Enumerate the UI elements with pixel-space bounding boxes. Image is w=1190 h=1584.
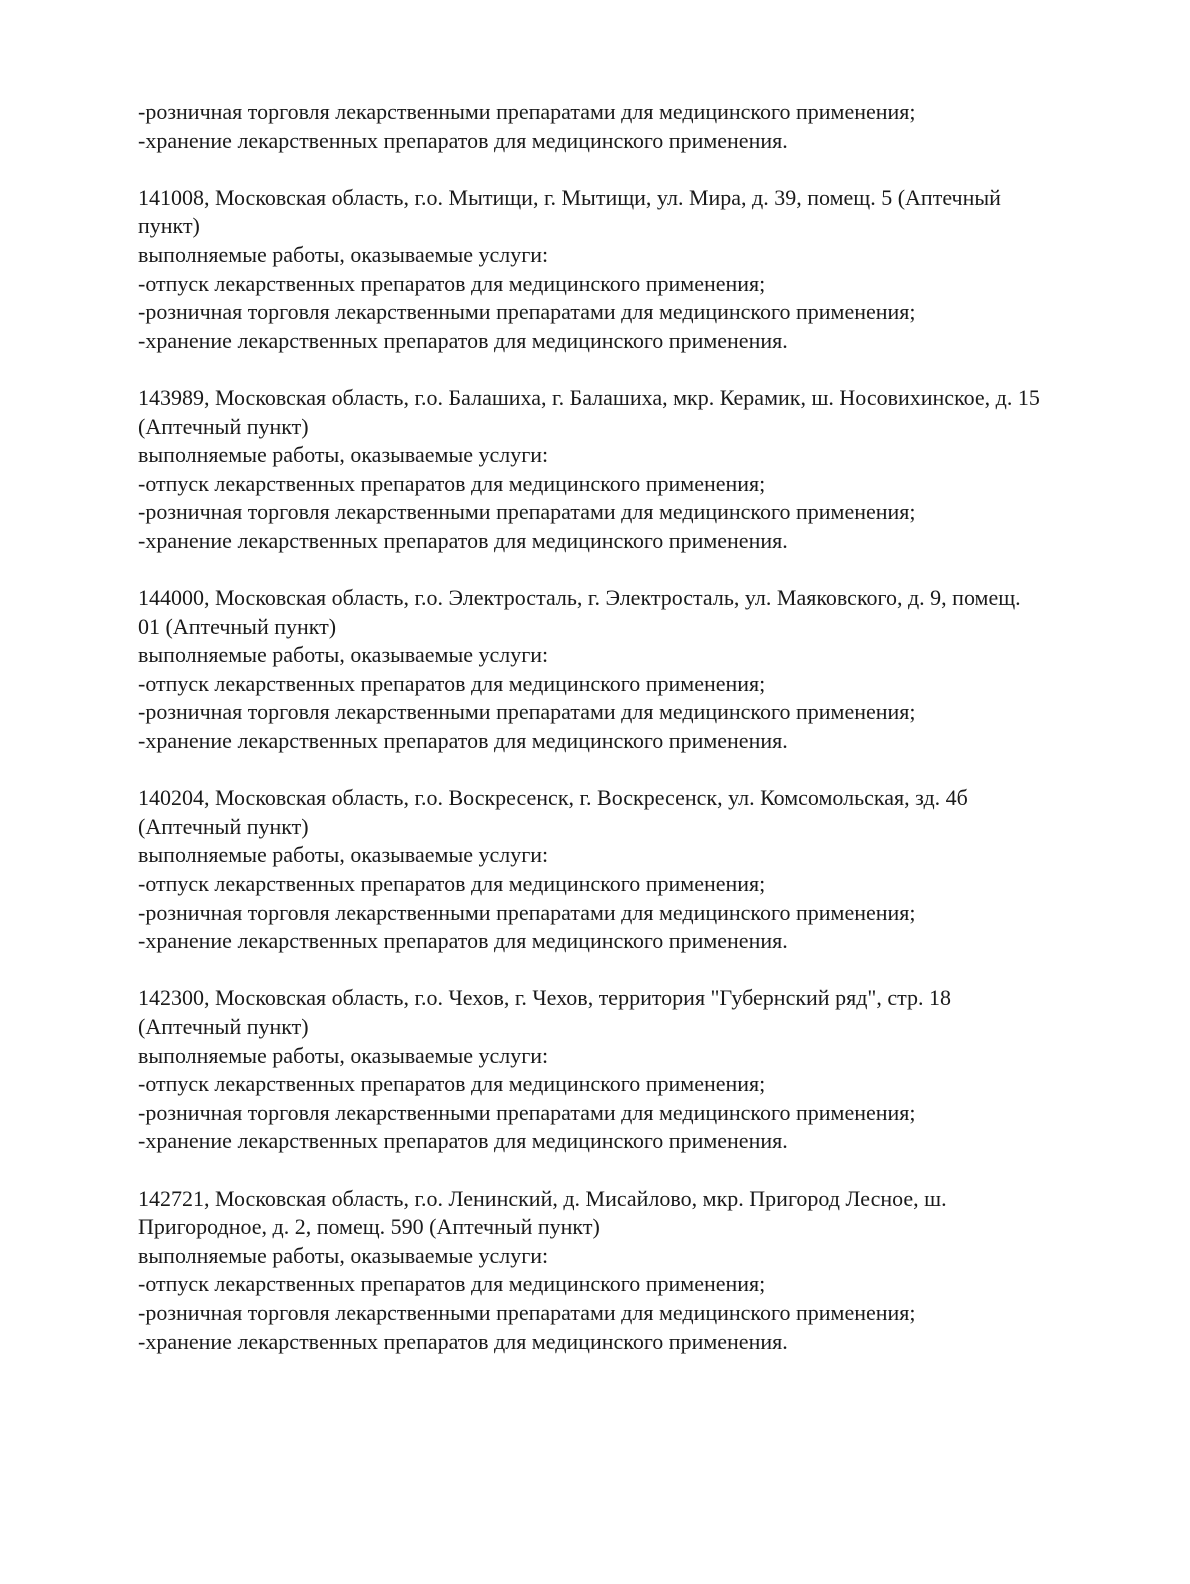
fragment-block — [138, 98, 1128, 155]
address-line: 142721, Московская область, г.о. Ленинский, д. Мисайлово, мкр. Пригород Лесное, ш. — [138, 1185, 947, 1211]
service-dispensing: -отпуск лекарственных препаратов для медицинского применения; — [138, 1271, 766, 1297]
service-storage: -хранение лекарственных препаратов для медицинского применения. — [138, 728, 788, 754]
entry-block — [138, 1185, 1128, 1357]
address-line: (Аптечный пункт) — [138, 1014, 309, 1039]
service-storage: -хранение лекарственных препаратов для медицинского применения. — [138, 327, 788, 353]
service-storage: -хранение лекарственных препаратов для медицинского применения. — [138, 527, 788, 553]
document-content — [138, 98, 1128, 1385]
service-retail: -розничная торговля лекарственными препаратами для медицинского применения; — [138, 1299, 916, 1325]
entry-block — [138, 384, 1128, 556]
service-retail: -розничная торговля лекарственными препаратами для медицинского применения; — [138, 99, 916, 124]
works-heading: выполняемые работы, оказываемые услуги: — [138, 442, 549, 468]
works-heading: выполняемые работы, оказываемые услуги: — [138, 1242, 549, 1268]
service-storage: -хранение лекарственных препаратов для медицинского применения. — [138, 1128, 788, 1154]
service-retail: -розничная торговля лекарственными препаратами для медицинского применения; — [138, 299, 916, 325]
service-storage: -хранение лекарственных препаратов для медицинского применения. — [138, 1328, 788, 1354]
address-line: (Аптечный пункт) — [138, 413, 309, 439]
service-retail: -розничная торговля лекарственными препаратами для медицинского применения; — [138, 699, 916, 725]
address-line: 01 (Аптечный пункт) — [138, 613, 337, 639]
address-line: 140204, Московская область, г.о. Воскресенск, г. Воскресенск, ул. Комсомольская, зд. 4б — [138, 785, 968, 811]
service-dispensing: -отпуск лекарственных препаратов для медицинского применения; — [138, 470, 766, 496]
service-retail: -розничная торговля лекарственными препаратами для медицинского применения; — [138, 1099, 916, 1125]
works-heading: выполняемые работы, оказываемые услуги: — [138, 642, 549, 668]
address-line: 144000, Московская область, г.о. Электросталь, г. Электросталь, ул. Маяковского, д. 9, помещ. — [138, 585, 1021, 611]
service-dispensing: -отпуск лекарственных препаратов для медицинского применения; — [138, 871, 766, 897]
works-heading: выполняемые работы, оказываемые услуги: — [138, 1042, 549, 1068]
address-line: Пригородное, д. 2, помещ. 590 (Аптечный пункт) — [138, 1214, 600, 1240]
service-retail: -розничная торговля лекарственными препаратами для медицинского применения; — [138, 899, 916, 925]
address-line: пункт) — [138, 213, 200, 239]
address-line: 141008, Московская область, г.о. Мытищи, г. Мытищи, ул. Мира, д. 39, помещ. 5 (Аптечный — [138, 184, 1001, 210]
works-heading: выполняемые работы, оказываемые услуги: — [138, 842, 549, 868]
service-dispensing: -отпуск лекарственных препаратов для медицинского применения; — [138, 1071, 766, 1097]
service-retail: -розничная торговля лекарственными препаратами для медицинского применения; — [138, 499, 916, 525]
entry-block — [138, 984, 1128, 1156]
service-dispensing: -отпуск лекарственных препаратов для медицинского применения; — [138, 270, 766, 296]
address-line: (Аптечный пункт) — [138, 813, 309, 839]
address-line: 142300, Московская область, г.о. Чехов, г. Чехов, территория "Губернский ряд", стр. 18 — [138, 985, 952, 1011]
entry-block — [138, 184, 1128, 356]
service-storage: -хранение лекарственных препаратов для медицинского применения. — [138, 928, 788, 954]
service-dispensing: -отпуск лекарственных препаратов для медицинского применения; — [138, 670, 766, 696]
service-storage: -хранение лекарственных препаратов для медицинского применения. — [138, 127, 788, 153]
address-line: 143989, Московская область, г.о. Балашиха, г. Балашиха, мкр. Керамик, ш. Носовихинское, д. 15 — [138, 384, 1040, 410]
entry-block — [138, 784, 1128, 956]
entry-block — [138, 584, 1128, 756]
works-heading: выполняемые работы, оказываемые услуги: — [138, 241, 549, 267]
